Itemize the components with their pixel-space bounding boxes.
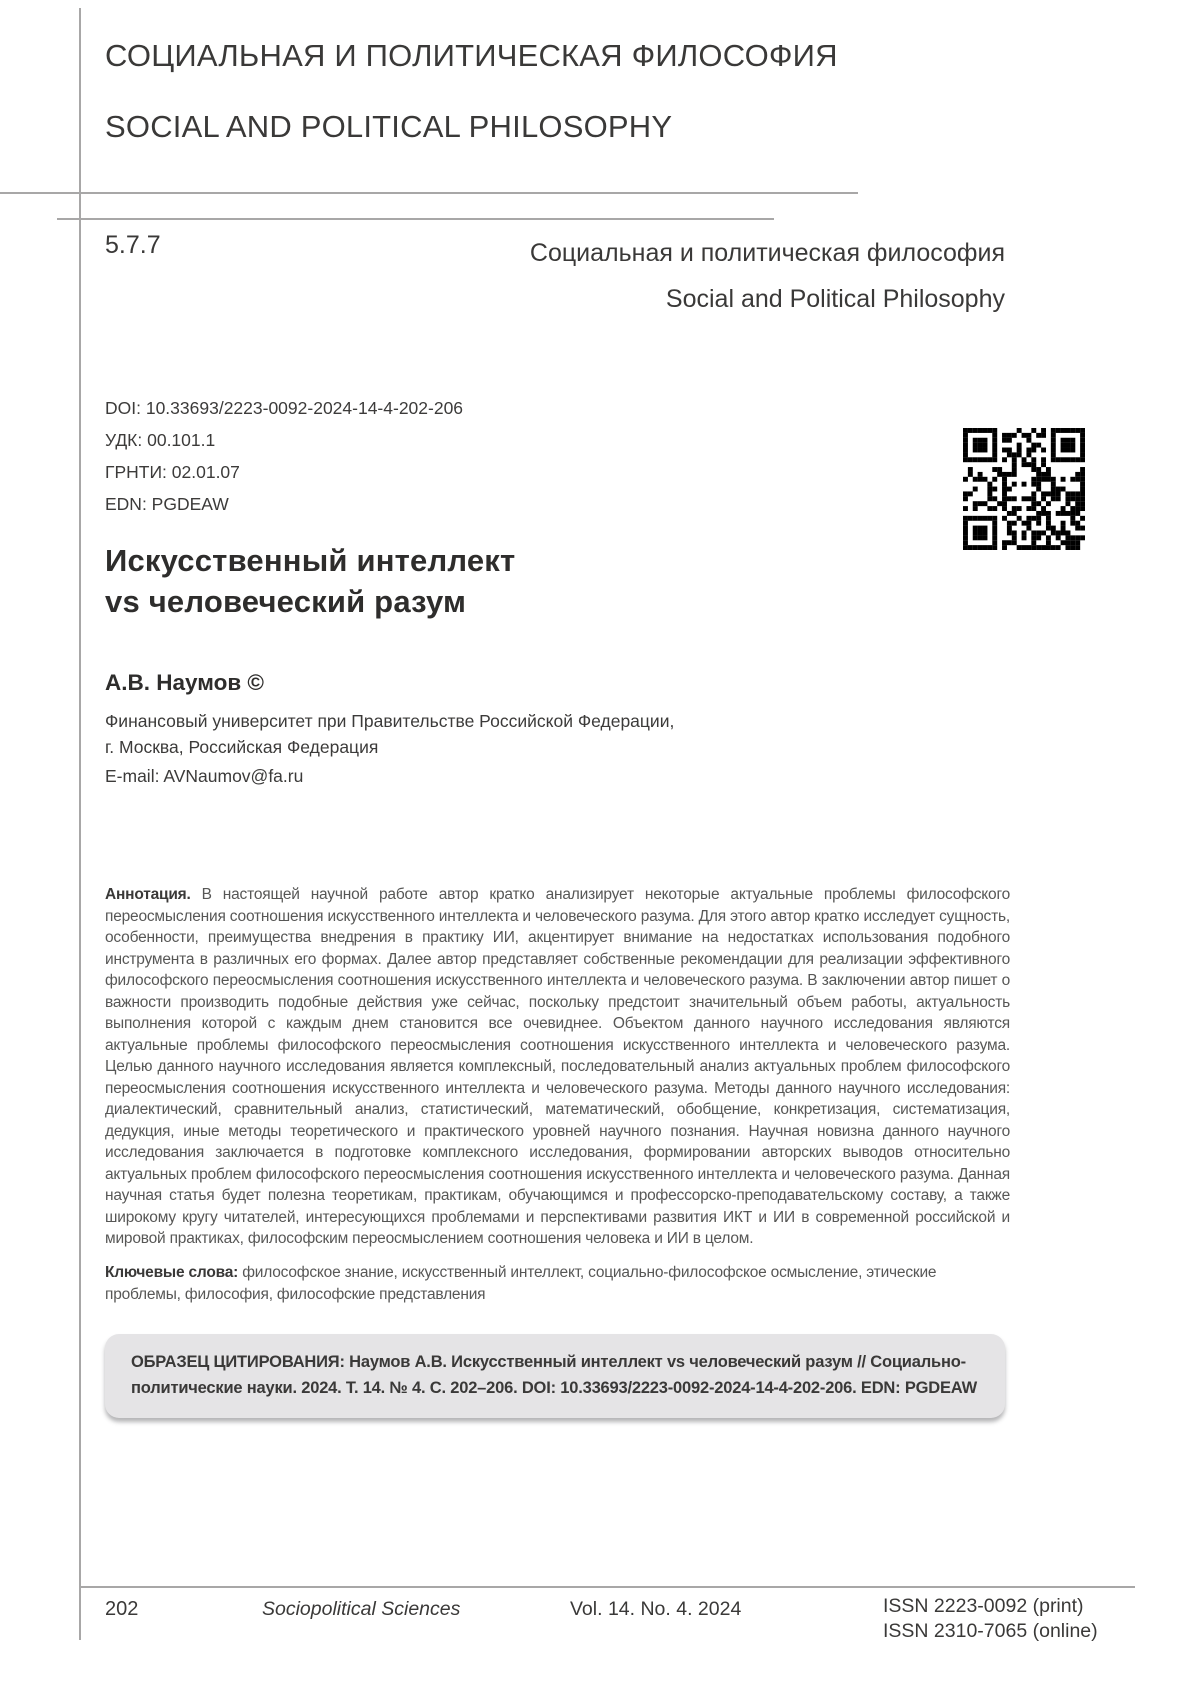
udk-value: УДК: 00.101.1 (105, 430, 216, 450)
article-title (105, 540, 515, 622)
issn-print: ISSN 2223-0092 (print) (883, 1595, 1084, 1617)
citation-sample-box (105, 1334, 1005, 1418)
citation-label: ОБРАЗЕЦ ЦИТИРОВАНИЯ: (131, 1353, 345, 1371)
grnti-value: ГРНТИ: 02.01.07 (105, 462, 240, 482)
qr-code (963, 428, 1085, 550)
header-rule-bottom (57, 218, 774, 220)
abstract (105, 884, 1010, 1250)
rubric-name-ru: Социальная и политическая философия (529, 239, 1005, 267)
article-title-line1: Искусственный интеллект (105, 543, 516, 578)
author-name: А.В. Наумов © (105, 670, 264, 695)
section-title-en: SOCIAL AND POLITICAL PHILOSOPHY (105, 109, 673, 144)
affiliation-line1: Финансовый университет при Правительстве Российской Федерации, (105, 711, 675, 731)
author-email: E-mail: AVNaumov@fa.ru (105, 766, 304, 786)
abstract-text: В настоящей научной работе автор кратко анализирует некоторые актуальные проблемы философского переосмысления соотношения искусственного интеллекта и человеческого разума. Для этого автор кратко исследует сущность, особенности, преимущества внедрения в практику ИИ, акцентирует внимание на недостатках использования подобного инструмента в различных его формах. Далее автор представляет собственные рекомендации для реализации эффективного философского переосмысления соотношения искусственного интеллекта и человеческого разума. В заключении автор пишет о важности производить подобные действия уже сейчас, поскольку предстоит значительный объем работы, актуальность выполнения которой с каждым днем становится все очевиднее. Объектом данного научного исследования являются актуальные проблемы философского переосмысления соотношения искусственного интеллекта и человеческого разума. Целью данного научного исследования является комплексный, последовательный анализ актуальных проблем философского переосмысления соотношения искусственного интеллекта и человеческого разума. Методы данного научного исследования: диалектический, сравнительный анализ, статистический, математический, обобщение, конкретизация, систематизация, дедукция, иные методы теоретического и практического уровней научного познания. Научная новизна данного научного исследования заключается в подготовке комплексного исследования, формировании авторских выводов относительно актуальных проблем философского переосмысления соотношения искусственного интеллекта и человеческого разума. Данная научная статья будет полезна теоретикам, практикам, обучающимся и профессорско-преподавательскому составу, а также широкому кругу читателей, интересующихся проблемами и перспективами развития ИКТ и ИИ в современной российской и мировой практиках, философским переосмыслением соотношения человека и ИИ в целом. (105, 886, 1010, 1247)
author-affiliation (105, 708, 674, 760)
citation-text: Наумов А.В. Искусственный интеллект vs человеческий разум // Социально-политические науки. 2024. Т. 14. № 4. С. 202–206. DOI: 10.33693/2223-0092-2024-14-4-202-206. EDN: PGDEAW (131, 1353, 977, 1397)
edn-value: EDN: PGDEAW (105, 494, 229, 514)
issn-block (883, 1594, 1098, 1644)
article-identifiers (105, 392, 463, 520)
keywords (105, 1262, 1010, 1305)
article-title-line2: vs человеческий разум (105, 584, 467, 619)
rubric-code: 5.7.7 (105, 231, 161, 259)
abstract-label: Аннотация. (105, 886, 191, 903)
doi-value: DOI: 10.33693/2223-0092-2024-14-4-202-206 (105, 398, 464, 418)
header-rule-top (0, 192, 858, 194)
footer-rule (80, 1586, 1135, 1588)
left-margin-rule (79, 8, 81, 1640)
rubric-names (530, 230, 1005, 322)
journal-name: Sociopolitical Sciences (262, 1598, 461, 1620)
keywords-label: Ключевые слова: (105, 1264, 239, 1281)
section-title-ru: СОЦИАЛЬНАЯ И ПОЛИТИЧЕСКАЯ ФИЛОСОФИЯ (105, 38, 838, 73)
affiliation-line2: г. Москва, Российская Федерация (105, 737, 379, 757)
footer (0, 1594, 1200, 1654)
page-number: 202 (105, 1598, 139, 1620)
keywords-text: философское знание, искусственный интеллект, социально-философское осмысление, этические проблемы, философия, философские представления (105, 1264, 937, 1303)
issn-online: ISSN 2310-7065 (online) (883, 1620, 1098, 1642)
rubric-row (105, 230, 1005, 322)
running-head (105, 40, 838, 142)
volume-info: Vol. 14. No. 4. 2024 (570, 1598, 742, 1620)
rubric-name-en: Social and Political Philosophy (665, 285, 1005, 313)
